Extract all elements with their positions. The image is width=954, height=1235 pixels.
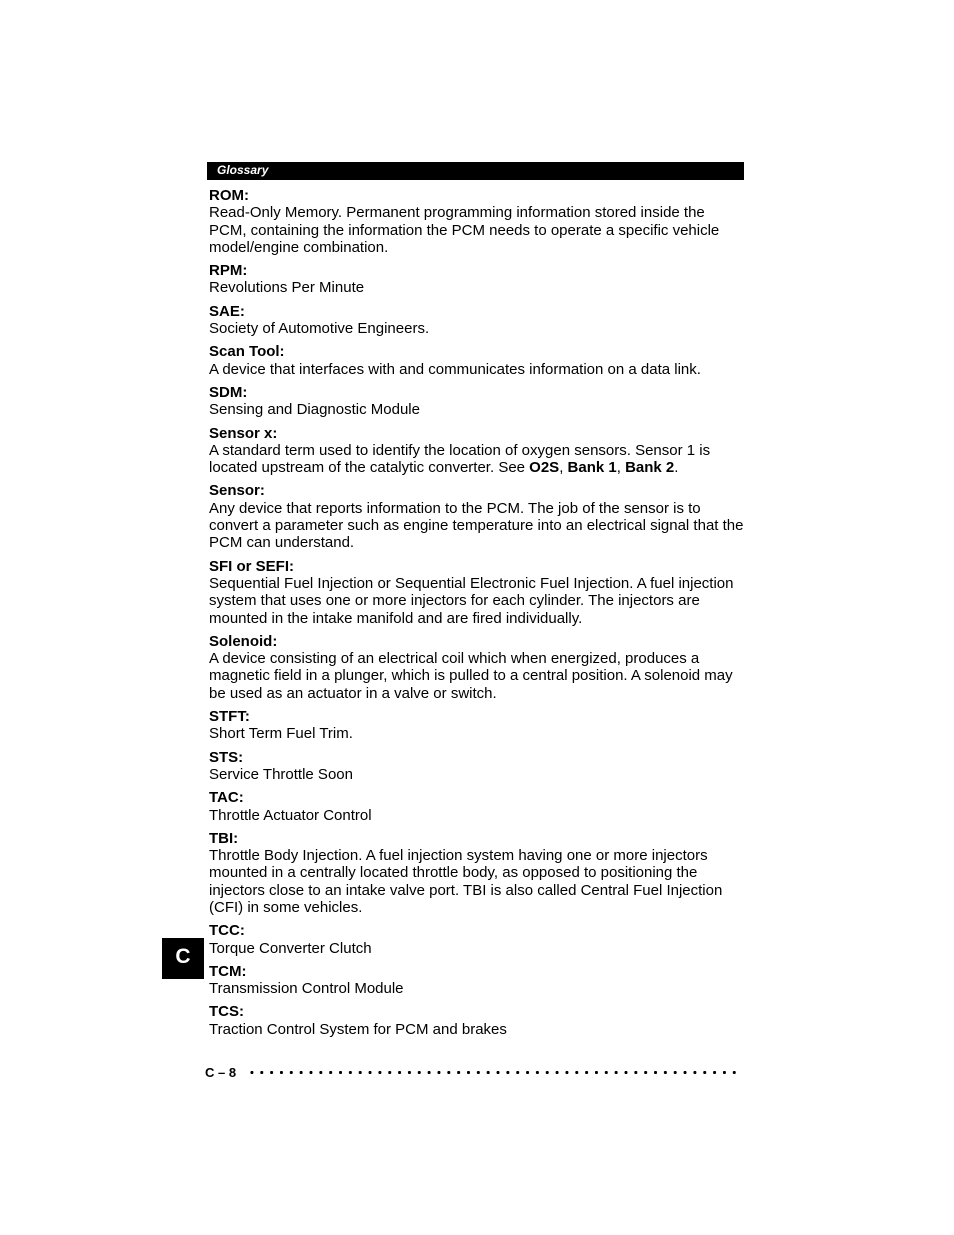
glossary-list [209, 187, 744, 1044]
glossary-entry [209, 708, 744, 743]
definition-text: A standard term used to identify the location of oxygen sensors. Sensor 1 is located upstream of the catalytic converter. See [209, 441, 711, 477]
separator: , [616, 459, 626, 477]
glossary-term: ROM: [209, 187, 249, 204]
glossary-entry [209, 749, 744, 784]
page-footer [205, 1064, 740, 1082]
glossary-definition: Torque Converter Clutch [209, 939, 372, 957]
glossary-entry [209, 830, 744, 916]
glossary-term: SFI or SEFI: [209, 557, 295, 575]
cross-reference-bank-2: Bank 2 [625, 459, 675, 477]
glossary-definition: Service Throttle Soon [209, 765, 353, 783]
glossary-definition: Any device that reports information to the PCM. The job of the sensor is to convert a parameter such as engine temperature into an electrical signal that the PCM can understand. [209, 499, 744, 552]
section-title: Glossary [217, 163, 269, 177]
appendix-tab-letter: C [175, 945, 191, 968]
glossary-term: STFT: [209, 708, 250, 726]
glossary-definition: Society of Automotive Engineers. [209, 320, 430, 338]
glossary-definition: Throttle Actuator Control [209, 806, 372, 824]
glossary-term: RPM: [209, 262, 248, 280]
glossary-entry [209, 789, 744, 824]
glossary-entry [209, 187, 744, 256]
glossary-term: STS: [209, 748, 244, 766]
glossary-entry [209, 384, 744, 419]
glossary-entry [209, 963, 744, 998]
glossary-entry [209, 482, 744, 551]
glossary-entry [209, 1003, 744, 1038]
glossary-term: Sensor: [209, 482, 265, 500]
glossary-term: Scan Tool: [209, 343, 285, 361]
definition-end: . [674, 459, 679, 477]
appendix-tab [162, 938, 204, 979]
glossary-term: TCM: [209, 962, 247, 980]
glossary-definition: Read-Only Memory. Permanent programming information stored inside the PCM, containing the information the PCM needs to operate a specific vehicle model/engine combination. [209, 204, 720, 256]
page-number: C – 8 [205, 1065, 237, 1080]
cross-reference-o2s: O2S [529, 459, 560, 477]
dotted-leader [247, 1071, 740, 1074]
glossary-definition: A device that interfaces with and communicates information on a data link. [209, 360, 701, 378]
glossary-term: Solenoid: [209, 632, 278, 650]
glossary-entry [209, 922, 744, 957]
glossary-entry [209, 558, 744, 627]
glossary-definition: Revolutions Per Minute [209, 279, 365, 297]
glossary-definition: Sequential Fuel Injection or Sequential Electronic Fuel Injection. A fuel injection system that uses one or more injectors for each cylinder. The injectors are mounted in the intake manifold and are fired individually. [209, 574, 734, 627]
glossary-entry [209, 262, 744, 297]
glossary-definition: Sensing and Diagnostic Module [209, 401, 420, 419]
glossary-definition: Throttle Body Injection. A fuel injection system having one or more injectors mounted in a centrally located throttle body, as opposed to positioning the injectors close to an intake valve port. TBI is also called Central Fuel Injection (CFI) in some vehicles. [209, 847, 723, 916]
glossary-definition [209, 442, 744, 477]
glossary-definition: Short Term Fuel Trim. [209, 725, 353, 743]
glossary-entry [209, 425, 744, 477]
section-header-bar [207, 162, 744, 180]
glossary-term: SDM: [209, 383, 248, 401]
glossary-term: TBI: [209, 829, 239, 847]
glossary-definition: Traction Control System for PCM and brakes [209, 1020, 507, 1038]
cross-reference-bank-1: Bank 1 [567, 459, 617, 477]
glossary-term: TCS: [209, 1003, 244, 1021]
glossary-term: SAE: [209, 302, 245, 320]
glossary-term: TCC: [209, 922, 245, 940]
glossary-term: Sensor x: [209, 424, 278, 442]
glossary-entry [209, 633, 744, 702]
glossary-definition: Transmission Control Module [209, 980, 404, 998]
glossary-entry [209, 303, 744, 338]
separator: , [559, 459, 568, 477]
glossary-term: TAC: [209, 789, 244, 807]
glossary-entry [209, 343, 744, 378]
glossary-definition: A device consisting of an electrical coil which when energized, produces a magnetic field in a plunger, which is pulled to a central position. A solenoid may be used as an actuator in a valve or switch. [209, 650, 733, 702]
